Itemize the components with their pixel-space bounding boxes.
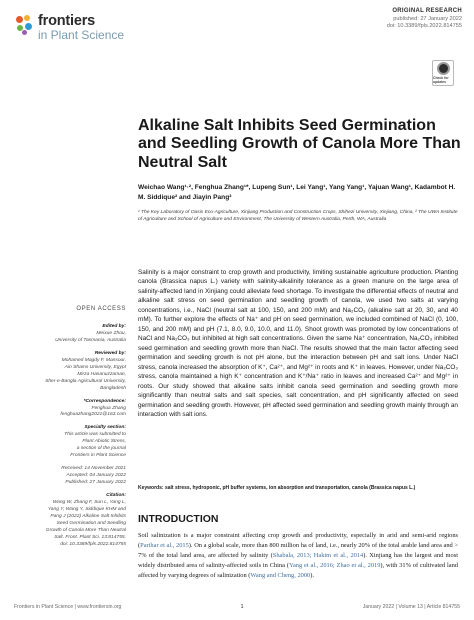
keywords: Keywords: salt stress, hydroponic, pH buffer systems, ion absorption and transportation, canola (Brassica napus L.) bbox=[138, 485, 416, 491]
introduction-paragraph bbox=[138, 531, 458, 601]
article-type: ORIGINAL RESEARCH bbox=[392, 8, 462, 14]
footer-volume: January 2022 | Volume 13 | Article 814755 bbox=[362, 604, 460, 610]
edited-by: Meixue Zhou, University of Tasmania, Australia bbox=[55, 330, 126, 343]
citation-link[interactable]: Parihar et al., 2015 bbox=[140, 541, 189, 549]
intro-text: ). On a global scale, more than 800 million ha of land, i.e., nearly 20% of the total arable land area and > 7% of the total land area, are affected by salinity ( bbox=[138, 541, 458, 559]
check-for-updates-button[interactable] bbox=[432, 60, 454, 86]
author-list[interactable]: Weichao Wang¹·², Fenghua Zhang¹*, Lupeng Sun¹, Lei Yang¹, Yang Yang¹, Yajuan Wang¹, Kadambot H. M. Siddique² and Jiayin Pang² bbox=[138, 184, 456, 201]
specialty-heading: Specialty section: bbox=[84, 425, 126, 431]
journal-logo[interactable] bbox=[14, 14, 124, 41]
published-date: published: 27 January 2022 bbox=[393, 15, 462, 22]
page-footer bbox=[14, 604, 460, 610]
published-date-sidebar: Published: 27 January 2022 bbox=[65, 480, 126, 486]
logo-name: frontiers bbox=[38, 13, 96, 29]
edited-by-heading: Edited by: bbox=[102, 324, 126, 329]
citation-link[interactable]: Yang et al., 2016; Zhao et al., 2019 bbox=[288, 561, 381, 569]
correspondence[interactable]: Fenghua Zhang fenghuazhang2021@163.com bbox=[60, 405, 126, 418]
intro-text: ). bbox=[310, 571, 314, 579]
crossmark-label: Check for updates bbox=[433, 76, 449, 84]
affiliations: ¹ The Key Laboratory of Oasis Eco-Agriculture, Xinjiang Production and Construction Crops, Shihezi University, Xinjiang, China, ² The UWA Institute of Agriculture and School of Agriculture and Environment, The University of Western Australia, Perth, WA, Australia bbox=[138, 210, 458, 223]
crossmark-icon bbox=[437, 62, 450, 75]
section-heading-introduction: INTRODUCTION bbox=[138, 513, 219, 525]
accepted-date: Accepted: 04 January 2022 bbox=[66, 473, 126, 479]
footer-journal[interactable]: Frontiers in Plant Science | www.frontiersin.org bbox=[14, 604, 122, 610]
specialty-section: This article was submitted to Plant Abiotic Stress, a section of the journal Frontiers in Plant Science bbox=[64, 432, 126, 459]
article-title: Alkaline Salt Inhibits Seed Germination and Seedling Growth of Canola More Than Neutral Salt bbox=[138, 117, 461, 171]
abstract-text: Salinity is a major constraint to crop growth and productivity, limiting sustainable agriculture production. Planting canola (Brassica napus L.) variety with salinity-alkalinity tolerance as a green manure on the large area of salinity-affected land in Xinjiang could alleviate feed shortage. To investigate the differential effects of neutral and alkaline salt stress on seed germination and seedling growth of canola, we used two salts at varying concentrations, i.e., NaCl (neutral salt at 100, 150, and 200 mM) and Na₂CO₃ (alkaline salt at 20, 30, and 40 mM). To further explore the effects of Na⁺ and pH on seed germination, we included combined of NaCl (0, 100, 150, and 200 mM) and pH (7.1, 8.0, 9.0, 10.0, and 11.0). Shoot growth was promoted by low concentrations of NaCl and Na₂CO₃ but inhibited at high salt concentrations. Given the same Na⁺ concentration, Na₂CO₃ inhibited seed germination and seedling growth more than NaCl. The results showed that the main factor affecting seed germination and seedling growth is not pH alone, but the interaction between pH and salt ions. Under NaCl stress, canola increased the absorption of K⁺, Ca²⁺, and Mg²⁺ in roots and K⁺ in leaves. However, under Na₂CO₃ stress, canola maintained a high K⁺ concentration and K⁺/Na⁺ ratio in leaves and increased Ca²⁺ and Mg²⁺ in roots. Our study showed that alkaline salts inhibit canola seed germination and seedling growth more significantly than neutral salts and salt species, salt concentration, and pH significantly affected on seed germination and seedling growth. However, pH affected seed germination and seedling growth mainly through an interaction with salt ions. bbox=[138, 269, 458, 419]
page-number: 1 bbox=[240, 604, 244, 610]
reviewed-by: Mohamed Magdy F. Mansour, Ain Shams University, Egypt Mirza Hasanuzzaman, Sher-e-Bangla Agricultural University, Bangladesh bbox=[45, 357, 126, 391]
citation-link[interactable]: Shabala, 2013; Hakim et al., 2014 bbox=[272, 551, 364, 559]
citation-text: Wang W, Zhang F, Sun L, Yang L, Yang Y, Wang Y, Siddique KHM and Pang J (2022) Alkaline Salt Inhibits Seed Germination and Seedling Growth of Canola More Than Neutral Salt. Front. Plant Sci. 13:814755. doi: 10.3389/fpls.2022.814755 bbox=[45, 500, 126, 547]
received-date: Received: 14 November 2021 bbox=[61, 466, 126, 472]
citation-link[interactable]: Wang and Cheng, 2000 bbox=[250, 571, 311, 579]
frontiers-logo-icon bbox=[14, 14, 34, 36]
citation-heading: Citation: bbox=[106, 493, 126, 499]
intro-text: ). Xinjiang has the largest and most widely distributed area of salinity-affected soils in China ( bbox=[138, 551, 458, 569]
logo-journal: in Plant Science bbox=[38, 27, 125, 42]
doi-link[interactable]: doi: 10.3389/fpls.2022.814755 bbox=[386, 23, 462, 30]
open-access-label: OPEN ACCESS bbox=[76, 306, 126, 312]
correspondence-heading: *Correspondence: bbox=[83, 398, 126, 404]
article-meta bbox=[387, 8, 462, 30]
reviewed-by-heading: Reviewed by: bbox=[94, 350, 126, 356]
article-info-sidebar bbox=[8, 324, 126, 555]
intro-text: ), with 31% of cultivated land affected by varying degrees of salinization ( bbox=[138, 561, 458, 579]
intro-text: Soil salinization is a major constraint affecting crop growth and productivity, especially in arid and semi-arid regions ( bbox=[138, 532, 458, 549]
